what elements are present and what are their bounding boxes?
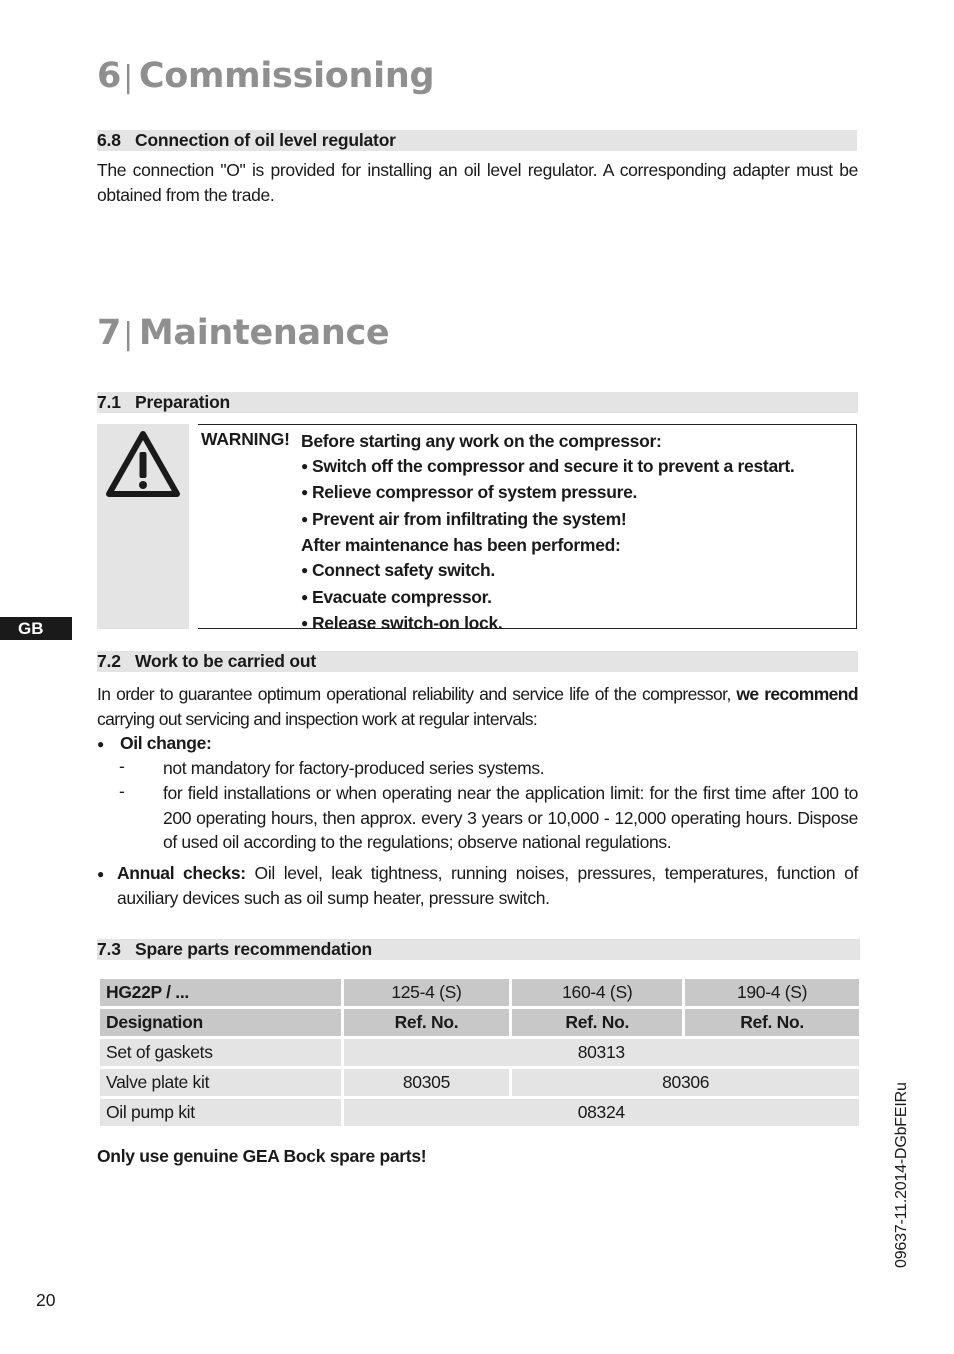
intro-emphasis: we recommend [736,684,858,704]
model-cell: 160-4 (S) [512,979,682,1006]
model-cell: 190-4 (S) [685,979,859,1006]
page-number: 20 [36,1290,56,1310]
ref-header: Ref. No. [512,1009,682,1036]
warning-item: ● Release switch-on lock. [301,611,794,638]
model-cell: 125-4 (S) [344,979,510,1006]
warning-item: ● Evacuate compressor. [301,585,794,612]
bullet-icon: ● [97,737,105,751]
oil-change-label: Oil change: [120,733,212,753]
part-name: Valve plate kit [100,1069,341,1096]
part-name: Set of gaskets [100,1039,341,1066]
dash-marker: - [119,756,125,776]
ref-number: 80306 [512,1069,859,1096]
oil-change-item: for field installations or when operating near the application limit: for the first time after 100 to 200 operating hours, then approx. every 3 years or 10,000 - 12,000 operating hours. Dispose of used oil according to the regulations; observe national regulations. [163,783,858,853]
warning-intro: Before starting any work on the compressor: [301,431,662,451]
language-tab: GB [0,617,72,640]
warning-label: WARNING! [201,429,290,449]
warning-item: ● Prevent air from infiltrating the system! [301,507,794,534]
warning-item: ● Relieve compressor of system pressure. [301,480,794,507]
section-7-2-intro [97,682,858,731]
bullet-icon: ● [97,867,105,881]
section-number: 7.2 [97,651,121,671]
chapter-number: 7 [97,313,122,353]
chapter-title: Commissioning [138,56,435,96]
table-row [100,1039,859,1066]
section-7-2-heading [97,651,858,672]
table-row [100,1069,859,1096]
section-number: 6.8 [97,130,121,150]
warning-after-heading: After maintenance has been performed: [301,535,621,556]
section-title: Spare parts recommendation [135,939,372,959]
part-name: Oil pump kit [100,1099,341,1126]
section-7-3-heading [97,939,860,960]
designation-header: Designation [100,1009,341,1036]
model-header: HG22P / ... [100,979,341,1006]
annual-checks-label: Annual checks: [117,863,246,883]
chapter-6-heading: 6| Commissioning [97,56,435,96]
annual-checks [117,861,858,910]
section-number: 7.1 [97,392,121,412]
warning-item: ● Connect safety switch. [301,558,794,585]
dash-marker: - [119,781,125,801]
table-header-row [100,1009,859,1036]
intro-text: In order to guarantee optimum operational reliability and service life of the compressor, [97,684,737,704]
ref-header: Ref. No. [344,1009,510,1036]
section-6-8-heading [97,130,857,151]
ref-header: Ref. No. [685,1009,859,1036]
ref-number: 80313 [344,1039,859,1066]
warning-triangle-icon [105,430,181,498]
spare-parts-table [97,976,862,1129]
annual-checks-text: Oil level, leak tightness, running noises, pressures, temperatures, function of auxiliary devices such as oil sump heater, pressure switch. [117,863,858,908]
warning-content [301,429,794,638]
section-title: Work to be carried out [135,651,316,671]
section-title: Connection of oil level regulator [135,130,396,150]
section-7-1-heading [97,392,858,413]
section-number: 7.3 [97,939,121,959]
intro-text: carrying out servicing and inspection work at regular intervals: [97,708,538,729]
warning-item: ● Switch off the compressor and secure it to prevent a restart. [301,454,794,481]
document-code: 09637-11.2014-DGbFEIRu [893,1082,910,1268]
section-6-8-text: The connection "O" is provided for installing an oil level regulator. A corresponding adapter must be obtained from the trade. [97,160,858,205]
spare-parts-note: Only use genuine GEA Bock spare parts! [97,1146,427,1166]
ref-number: 08324 [344,1099,859,1126]
section-title: Preparation [135,392,231,412]
warning-box [97,424,858,634]
ref-number: 80305 [344,1069,510,1096]
oil-change-item: not mandatory for factory-produced series systems. [163,758,545,778]
chapter-7-heading: 7| Maintenance [97,313,390,353]
warning-icon-cell [97,424,189,629]
table-row [100,1099,859,1126]
table-header-row [100,979,859,1006]
chapter-title: Maintenance [138,313,390,353]
chapter-number: 6 [97,56,122,96]
